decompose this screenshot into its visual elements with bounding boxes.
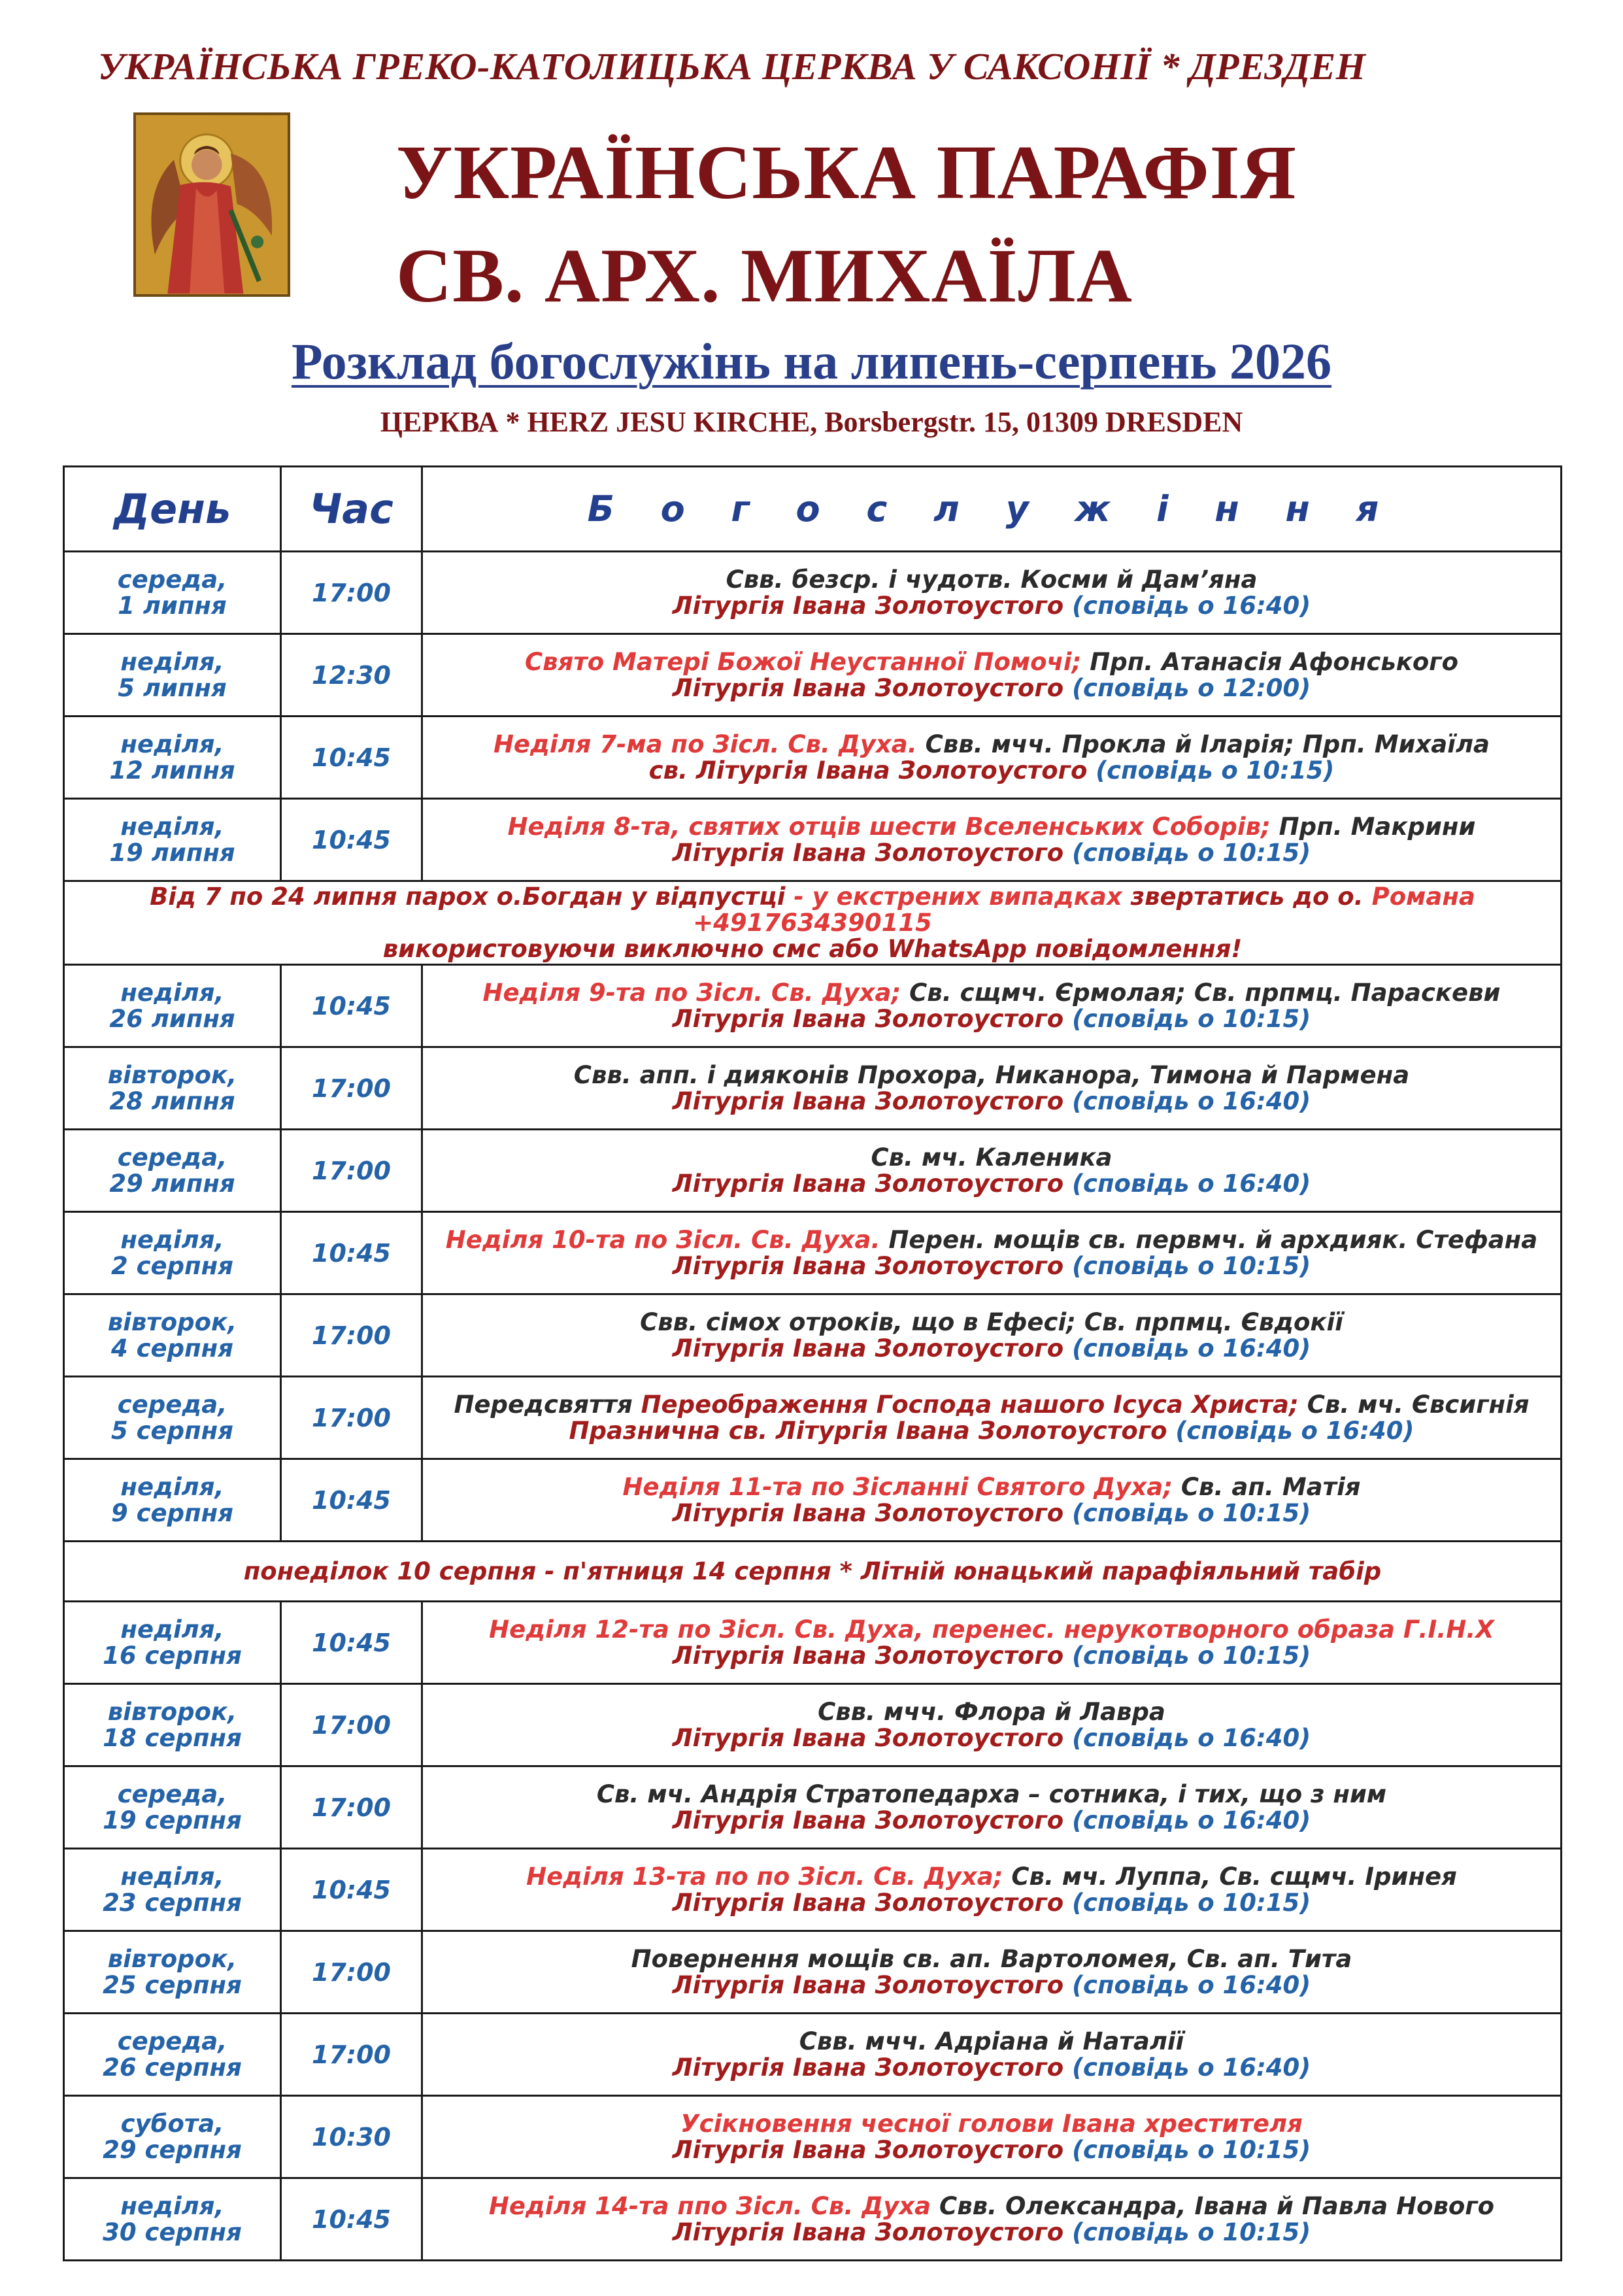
weekday-label: неділя, bbox=[120, 2191, 224, 2220]
service-column-header: Б о г о с л у ж і н н я bbox=[422, 467, 1562, 552]
service-text-segment: Літургія Івана Золотоустого bbox=[672, 1970, 1073, 1999]
service-liturgy-line bbox=[423, 2220, 1560, 2246]
service-liturgy-line bbox=[423, 840, 1560, 866]
weekday-label: неділя, bbox=[120, 730, 224, 758]
camp-cell bbox=[64, 1542, 1562, 1602]
service-feast-line bbox=[423, 1699, 1560, 1725]
weekday-label: вівторок, bbox=[107, 1697, 237, 1726]
date-label: 9 серпня bbox=[110, 1498, 234, 1527]
weekday-label: вівторок, bbox=[107, 1944, 237, 1973]
table-row bbox=[64, 1931, 1562, 2014]
church-address: ЦЕРКВА * HERZ JESU KIRCHE, Borsbergstr. 15, 01309 DRESDEN bbox=[380, 406, 1243, 438]
day-cell bbox=[64, 1212, 281, 1294]
service-text-segment: використовуючи виключно смс або WhatsApp повідомлення! bbox=[382, 934, 1243, 963]
service-text-segment: Свв. безср. і чудотв. Косми й Дам’яна bbox=[726, 565, 1258, 594]
time-cell: 10:45 bbox=[281, 717, 422, 799]
service-text-segment: звертатись до о. bbox=[1130, 882, 1372, 911]
service-text-segment: Св. мч. Каленика bbox=[871, 1143, 1113, 1172]
service-text-segment: Неділя 10-та по Зісл. Св. Духа. bbox=[445, 1225, 889, 1254]
date-label: 29 липня bbox=[109, 1169, 235, 1198]
service-text-segment: Літургія Івана Золотоустого bbox=[672, 2135, 1073, 2164]
day-cell bbox=[64, 634, 281, 717]
service-text-segment: Літургія Івана Золотоустого bbox=[672, 1723, 1073, 1752]
service-cell bbox=[422, 717, 1562, 799]
parish-title-line1: УКРАЇНСЬКА ПАРАФІЯ bbox=[396, 129, 1297, 215]
service-text-segment: (сповідь о 10:15) bbox=[1072, 1498, 1311, 1527]
time-cell: 10:45 bbox=[281, 1212, 422, 1294]
service-text-segment: (сповідь о 16:40) bbox=[1072, 1970, 1311, 1999]
service-text-segment: Літургія Івана Золотоустого bbox=[672, 1806, 1073, 1834]
time-cell: 10:45 bbox=[281, 1602, 422, 1684]
service-cell bbox=[422, 552, 1562, 634]
service-text-segment: парох bbox=[405, 882, 497, 911]
table-row bbox=[64, 965, 1562, 1047]
service-text-segment: (сповідь о 16:40) bbox=[1072, 2053, 1311, 2082]
service-text-segment: Літургія Івана Золотоустого bbox=[672, 838, 1073, 867]
service-text-segment: Празнична св. Літургія Івана Золотоустого bbox=[569, 1416, 1176, 1445]
time-cell: 10:45 bbox=[281, 2178, 422, 2261]
service-text-segment: Переображення Господа нашого Ісуса Христа; bbox=[641, 1390, 1307, 1419]
service-liturgy-line bbox=[423, 1253, 1560, 1279]
table-row bbox=[64, 634, 1562, 717]
service-text-segment: Літургія Івана Золотоустого bbox=[672, 2218, 1073, 2246]
notice-line bbox=[65, 884, 1560, 936]
service-text-segment: Перен. мощів св. первмч. й архдияк. Стефана bbox=[888, 1225, 1538, 1254]
diocese-heading: УКРАЇНСЬКА ГРЕКО-КАТОЛИЦЬКА ЦЕРКВА У САКСОНІЇ * ДРЕЗДЕН bbox=[98, 45, 1366, 88]
date-label: 4 серпня bbox=[110, 1334, 234, 1362]
service-text-segment: Літургія Івана Золотоустого bbox=[672, 2053, 1073, 2082]
service-text-segment: Свв. Олександра, Івана й Павла Нового bbox=[939, 2191, 1495, 2220]
day-cell bbox=[64, 1602, 281, 1684]
time-cell: 10:45 bbox=[281, 799, 422, 881]
service-text-segment: (сповідь о 10:15) bbox=[1072, 2135, 1311, 2164]
day-cell bbox=[64, 799, 281, 881]
service-text-segment: Неділя 12-та по Зісл. Св. Духа, перенес. нерукотворного образа Г.І.Н.Х bbox=[489, 1615, 1494, 1644]
service-text-segment: (сповідь о 10:15) bbox=[1072, 2218, 1311, 2246]
service-cell bbox=[422, 2178, 1562, 2261]
service-text-segment: Літургія Івана Золотоустого bbox=[672, 1251, 1073, 1280]
service-feast-line bbox=[423, 1392, 1560, 1418]
service-feast-line bbox=[423, 1309, 1560, 1336]
table-row bbox=[64, 1294, 1562, 1377]
service-text-segment: Літургія Івана Золотоустого bbox=[672, 1641, 1073, 1670]
day-cell bbox=[64, 1931, 281, 2014]
date-label: 26 липня bbox=[109, 1004, 235, 1033]
day-cell bbox=[64, 1684, 281, 1766]
service-text-segment: о.Богдан bbox=[496, 882, 631, 911]
service-liturgy-line bbox=[423, 1643, 1560, 1669]
time-cell: 10:45 bbox=[281, 1849, 422, 1931]
service-feast-line bbox=[423, 732, 1560, 758]
service-feast-line bbox=[423, 2193, 1560, 2220]
notice-row bbox=[64, 881, 1562, 965]
service-text-segment: Прп. Атанасія Афонського bbox=[1090, 647, 1459, 676]
service-cell bbox=[422, 1047, 1562, 1130]
time-cell: 17:00 bbox=[281, 552, 422, 634]
service-feast-line bbox=[423, 1864, 1560, 1890]
service-text-segment: (сповідь о 16:40) bbox=[1072, 1334, 1311, 1362]
service-liturgy-line bbox=[423, 2055, 1560, 2081]
table-row bbox=[64, 552, 1562, 634]
date-label: 1 липня bbox=[118, 591, 227, 620]
service-feast-line bbox=[423, 1474, 1560, 1500]
service-text-segment: - у екстрених випадках bbox=[794, 882, 1131, 911]
date-label: 18 серпня bbox=[103, 1723, 242, 1752]
service-text-segment: Усікновення чесної голови Івана хрестителя bbox=[680, 2109, 1303, 2138]
time-cell: 10:30 bbox=[281, 2096, 422, 2178]
service-text-segment: Літургія Івана Золотоустого bbox=[672, 673, 1073, 702]
time-cell: 17:00 bbox=[281, 2014, 422, 2096]
service-text-segment: (сповідь о 12:00) bbox=[1072, 673, 1311, 702]
service-feast-line bbox=[423, 814, 1560, 840]
service-text-segment: Св. мч. Луппа, Св. сщмч. Іринея bbox=[1011, 1862, 1457, 1891]
service-feast-line bbox=[423, 1617, 1560, 1643]
service-text-segment: Свв. сімох отроків, що в Ефесі; Св. прпмц. Євдокії bbox=[640, 1308, 1343, 1336]
weekday-label: неділя, bbox=[120, 978, 224, 1007]
service-liturgy-line bbox=[423, 1500, 1560, 1527]
date-label: 23 серпня bbox=[103, 1888, 242, 1917]
table-row bbox=[64, 1377, 1562, 1459]
services-table-body bbox=[64, 552, 1562, 2261]
table-row bbox=[64, 717, 1562, 799]
weekday-label: середа, bbox=[117, 1143, 227, 1172]
service-liturgy-line bbox=[423, 1171, 1560, 1197]
service-text-segment: Літургія Івана Золотоустого bbox=[672, 1498, 1073, 1527]
service-feast-line bbox=[423, 2029, 1560, 2055]
service-text-segment: Свв. апп. і дияконів Прохора, Никанора, Тимона й Пармена bbox=[573, 1060, 1410, 1089]
time-cell: 10:45 bbox=[281, 965, 422, 1047]
service-text-segment: понеділок 10 серпня - п'ятниця 14 серпня * Літній юнацький парафіяльний табір bbox=[243, 1557, 1382, 1585]
notice-line bbox=[65, 1557, 1560, 1585]
weekday-label: неділя, bbox=[120, 1472, 224, 1501]
weekday-label: середа, bbox=[117, 1390, 227, 1419]
weekday-label: неділя, bbox=[120, 1615, 224, 1644]
service-text-segment: Літургія Івана Золотоустого bbox=[672, 1334, 1073, 1362]
service-text-segment: Свв. мчч. Адріана й Наталії bbox=[799, 2027, 1184, 2055]
service-text-segment: Св. мч. Андрія Стратопедарха – сотника, і тих, що з ним bbox=[596, 1780, 1387, 1808]
service-text-segment: (сповідь о 16:40) bbox=[1175, 1416, 1414, 1445]
service-text-segment: Літургія Івана Золотоустого bbox=[672, 1169, 1073, 1198]
table-row bbox=[64, 1459, 1562, 1542]
day-cell bbox=[64, 1130, 281, 1212]
time-cell: 17:00 bbox=[281, 1047, 422, 1130]
day-cell bbox=[64, 552, 281, 634]
time-cell: 17:00 bbox=[281, 1766, 422, 1849]
day-column-header: День bbox=[64, 467, 281, 552]
service-text-segment: Неділя 8-та, святих отців шести Вселенських Соборів; bbox=[507, 812, 1279, 841]
service-cell bbox=[422, 1849, 1562, 1931]
service-cell bbox=[422, 634, 1562, 717]
service-cell bbox=[422, 1602, 1562, 1684]
day-cell bbox=[64, 2096, 281, 2178]
service-text-segment: Неділя 11-та по Зісланні Святого Духа; bbox=[622, 1472, 1181, 1501]
service-feast-line bbox=[423, 980, 1560, 1006]
service-liturgy-line bbox=[423, 1336, 1560, 1362]
date-label: 5 серпня bbox=[110, 1416, 234, 1445]
weekday-label: середа, bbox=[117, 1780, 227, 1808]
time-cell: 12:30 bbox=[281, 634, 422, 717]
service-text-segment: Від 7 по 24 липня bbox=[150, 882, 406, 911]
service-liturgy-line bbox=[423, 758, 1560, 784]
day-cell bbox=[64, 965, 281, 1047]
service-text-segment: (сповідь о 10:15) bbox=[1072, 1004, 1311, 1033]
service-text-segment: Неділя 9-та по Зісл. Св. Духа; bbox=[482, 978, 910, 1007]
service-liturgy-line bbox=[423, 1890, 1560, 1916]
service-text-segment: Повернення мощів св. ап. Вартоломея, Св. ап. Тита bbox=[631, 1944, 1352, 1973]
weekday-label: субота, bbox=[120, 2109, 224, 2138]
weekday-label: неділя, bbox=[120, 1862, 224, 1891]
day-cell bbox=[64, 1849, 281, 1931]
date-label: 28 липня bbox=[109, 1087, 235, 1115]
service-liturgy-line bbox=[423, 1972, 1560, 1999]
service-liturgy-line bbox=[423, 1808, 1560, 1834]
table-row bbox=[64, 799, 1562, 881]
archangel-icon-image bbox=[133, 112, 290, 297]
service-text-segment: (сповідь о 10:15) bbox=[1072, 1641, 1311, 1670]
service-text-segment: (сповідь о 16:40) bbox=[1072, 1087, 1311, 1115]
table-row bbox=[64, 2096, 1562, 2178]
service-text-segment: Літургія Івана Золотоустого bbox=[672, 1004, 1073, 1033]
weekday-label: неділя, bbox=[120, 647, 224, 676]
table-row bbox=[64, 1047, 1562, 1130]
service-cell bbox=[422, 1766, 1562, 1849]
date-label: 12 липня bbox=[109, 756, 235, 785]
service-text-segment: Літургія Івана Золотоустого bbox=[672, 1087, 1073, 1115]
service-cell bbox=[422, 2014, 1562, 2096]
table-row bbox=[64, 1849, 1562, 1931]
table-row bbox=[64, 2014, 1562, 2096]
table-row bbox=[64, 1130, 1562, 1212]
service-text-segment: Передсвяття bbox=[454, 1390, 641, 1419]
service-text-segment: Св. мч. Євсигнія bbox=[1307, 1390, 1530, 1419]
schedule-subtitle: Розклад богослужінь на липень-серпень 2026 bbox=[291, 333, 1332, 390]
service-cell bbox=[422, 1459, 1562, 1542]
day-cell bbox=[64, 1766, 281, 1849]
weekday-label: середа, bbox=[117, 2027, 227, 2055]
service-cell bbox=[422, 1212, 1562, 1294]
time-cell: 17:00 bbox=[281, 1294, 422, 1377]
service-text-segment: Романа +4917634390115 bbox=[693, 882, 1475, 937]
service-feast-line bbox=[423, 1145, 1560, 1171]
service-cell bbox=[422, 1377, 1562, 1459]
time-cell: 10:45 bbox=[281, 1459, 422, 1542]
date-label: 19 серпня bbox=[103, 1806, 242, 1834]
service-cell bbox=[422, 1931, 1562, 2014]
notice-line bbox=[65, 936, 1560, 962]
table-row bbox=[64, 1602, 1562, 1684]
weekday-label: вівторок, bbox=[107, 1060, 237, 1089]
time-cell: 17:00 bbox=[281, 1377, 422, 1459]
service-text-segment: (сповідь о 10:15) bbox=[1072, 1251, 1311, 1280]
service-cell bbox=[422, 1130, 1562, 1212]
service-cell bbox=[422, 2096, 1562, 2178]
day-cell bbox=[64, 1377, 281, 1459]
day-cell bbox=[64, 2014, 281, 2096]
date-label: 5 липня bbox=[118, 673, 227, 702]
services-table bbox=[63, 465, 1562, 2261]
camp-row bbox=[64, 1542, 1562, 1602]
service-feast-line bbox=[423, 567, 1560, 593]
service-liturgy-line bbox=[423, 675, 1560, 701]
service-text-segment: (сповідь о 10:15) bbox=[1096, 756, 1335, 785]
date-label: 16 серпня bbox=[103, 1641, 242, 1670]
service-text-segment: (сповідь о 16:40) bbox=[1072, 1169, 1311, 1198]
service-text-segment: (сповідь о 10:15) bbox=[1072, 1888, 1311, 1917]
day-cell bbox=[64, 1459, 281, 1542]
service-cell bbox=[422, 1684, 1562, 1766]
day-cell bbox=[64, 1047, 281, 1130]
service-feast-line bbox=[423, 1781, 1560, 1808]
service-cell bbox=[422, 799, 1562, 881]
service-text-segment: (сповідь о 10:15) bbox=[1072, 838, 1311, 867]
service-liturgy-line bbox=[423, 1089, 1560, 1115]
service-feast-line bbox=[423, 2111, 1560, 2137]
service-text-segment: Літургія Івана Золотоустого bbox=[672, 591, 1073, 620]
time-cell: 17:00 bbox=[281, 1931, 422, 2014]
table-row bbox=[64, 1766, 1562, 1849]
day-cell bbox=[64, 1294, 281, 1377]
table-row bbox=[64, 1684, 1562, 1766]
service-liturgy-line bbox=[423, 593, 1560, 619]
service-liturgy-line bbox=[423, 1006, 1560, 1032]
service-feast-line bbox=[423, 649, 1560, 675]
weekday-label: вівторок, bbox=[107, 1308, 237, 1336]
service-text-segment: Свв. мчч. Прокла й Іларія; Прп. Михаїла bbox=[925, 730, 1490, 758]
service-text-segment: Свв. мчч. Флора й Лавра bbox=[818, 1697, 1165, 1726]
service-liturgy-line bbox=[423, 1725, 1560, 1751]
service-text-segment: Св. ап. Матія bbox=[1180, 1472, 1361, 1501]
table-row bbox=[64, 1212, 1562, 1294]
service-text-segment: Прп. Макрини bbox=[1279, 812, 1476, 841]
table-header-row bbox=[64, 467, 1562, 552]
day-cell bbox=[64, 2178, 281, 2261]
service-text-segment: (сповідь о 16:40) bbox=[1072, 1723, 1311, 1752]
service-cell bbox=[422, 965, 1562, 1047]
weekday-label: середа, bbox=[117, 565, 227, 594]
service-liturgy-line bbox=[423, 1418, 1560, 1444]
table-row bbox=[64, 2178, 1562, 2261]
weekday-label: неділя, bbox=[120, 812, 224, 841]
date-label: 29 серпня bbox=[103, 2135, 242, 2164]
service-liturgy-line bbox=[423, 2137, 1560, 2163]
service-text-segment: (сповідь о 16:40) bbox=[1072, 591, 1311, 620]
service-text-segment: Неділя 13-та по по Зісл. Св. Духа; bbox=[526, 1862, 1012, 1891]
date-label: 19 липня bbox=[109, 838, 235, 867]
time-column-header: Час bbox=[281, 467, 422, 552]
time-cell: 17:00 bbox=[281, 1684, 422, 1766]
service-text-segment: Неділя 14-та ппо Зісл. Св. Духа bbox=[488, 2191, 940, 2220]
day-cell bbox=[64, 717, 281, 799]
service-text-segment: Св. сщмч. Єрмолая; Св. прпмц. Параскеви bbox=[909, 978, 1501, 1007]
service-text-segment: (сповідь о 16:40) bbox=[1072, 1806, 1311, 1834]
notice-cell bbox=[64, 881, 1562, 965]
service-text-segment: Літургія Івана Золотоустого bbox=[672, 1888, 1073, 1917]
date-label: 2 серпня bbox=[110, 1251, 234, 1280]
service-text-segment: св. Літургія Івана Золотоустого bbox=[648, 756, 1096, 785]
date-label: 30 серпня bbox=[103, 2218, 242, 2246]
service-feast-line bbox=[423, 1062, 1560, 1089]
service-text-segment: Свято Матері Божої Неустанної Помочі; bbox=[524, 647, 1090, 676]
service-text-segment: у відпустці bbox=[631, 882, 794, 911]
parish-title-line2: СВ. АРХ. МИХАЇЛА bbox=[396, 233, 1133, 318]
service-cell bbox=[422, 1294, 1562, 1377]
time-cell: 17:00 bbox=[281, 1130, 422, 1212]
date-label: 26 серпня bbox=[103, 2053, 242, 2082]
date-label: 25 серпня bbox=[103, 1970, 242, 1999]
weekday-label: неділя, bbox=[120, 1225, 224, 1254]
service-feast-line bbox=[423, 1227, 1560, 1253]
service-text-segment: Неділя 7-ма по Зісл. Св. Духа. bbox=[493, 730, 926, 758]
service-feast-line bbox=[423, 1946, 1560, 1972]
